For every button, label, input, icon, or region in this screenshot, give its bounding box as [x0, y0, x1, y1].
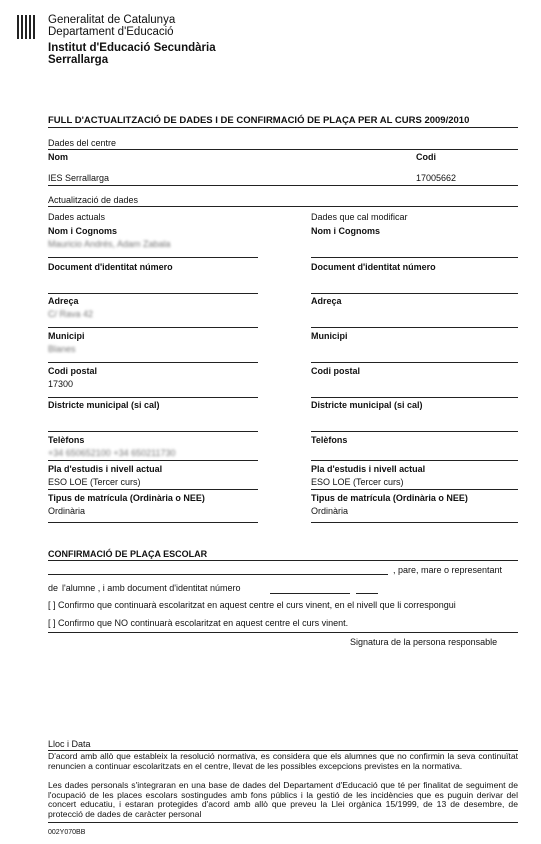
responsible-name-field[interactable] [48, 574, 388, 575]
school-name: Serrallarga [48, 54, 109, 66]
student-id-text: l'alumne , i amb document d'identitat número [62, 583, 241, 593]
form-title: FULL D'ACTUALITZACIÓ DE DADES I DE CONFIRMACIÓ DE PLAÇA PER AL CURS 2009/2010 [48, 115, 470, 126]
org-name: Generalitat de Catalunya [48, 14, 176, 26]
current-data-header: Dades actuals [48, 212, 106, 222]
student-prefix: de [48, 583, 59, 593]
confirm-continue-option[interactable]: [ ] Confirmo que continuarà escolaritzat en aquest centre el curs vinent, en el nivell que li correspongui [48, 600, 456, 610]
field-value-current: Mauricio Andrés, Adam Zabala [48, 239, 171, 249]
field-label-left: Municipi [48, 331, 85, 341]
field-value-current: C/ Rava 42 [48, 309, 94, 319]
centre-name-label: Nom [48, 152, 68, 162]
student-id-field[interactable] [270, 593, 350, 594]
field-underline [48, 431, 258, 432]
field-underline [48, 489, 258, 490]
field-label-right: Pla d'estudis i nivell actual [311, 464, 426, 474]
confirmation-title: CONFIRMACIÓ DE PLAÇA ESCOLAR [48, 549, 208, 559]
field-value-new[interactable]: ESO LOE (Tercer curs) [311, 477, 404, 487]
legal-paragraph-2: Les dades personals s'integraran en una base de dades del Departament d'Educació que té per finalitat de seguiment de l'ocupació de les places escolars sostingudes amb fons públics i la gestió de les incidències que es puguin derivar del concert educatiu, i estaran protegides d'acord amb allò que preveu la Llei orgànica 15/1999, de 13 de desembre, de protecció de dades de caràcter personal [48, 780, 518, 819]
field-underline [311, 257, 518, 258]
update-section-title: Actualització de dades [48, 195, 139, 205]
field-value-new[interactable]: Ordinària [311, 506, 349, 516]
field-label-left: Codi postal [48, 366, 97, 376]
changes-data-header: Dades que cal modificar [311, 212, 408, 222]
field-label-left: Telèfons [48, 435, 85, 445]
school-type: Institut d'Educació Secundària [48, 42, 216, 54]
field-underline [48, 362, 258, 363]
field-underline [48, 522, 258, 523]
guardian-text: , pare, mare o representant [393, 565, 503, 575]
field-value-current: 17300 [48, 379, 74, 389]
field-label-left: Adreça [48, 296, 79, 306]
centre-section-title: Dades del centre [48, 138, 117, 148]
field-underline [48, 460, 258, 461]
field-label-right: Codi postal [311, 366, 360, 376]
centre-code-value: 17005662 [416, 173, 457, 183]
field-label-right: Districte municipal (si cal) [311, 400, 423, 410]
centre-code-label: Codi [416, 152, 436, 162]
generalitat-logo-icon [17, 15, 37, 39]
field-underline [311, 460, 518, 461]
field-underline [311, 362, 518, 363]
field-label-right: Document d'identitat número [311, 262, 436, 272]
signature-label: Signatura de la persona responsable [350, 637, 498, 647]
field-value-current: ESO LOE (Tercer curs) [48, 477, 141, 487]
department-name: Departament d'Educació [48, 26, 174, 38]
field-label-right: Tipus de matrícula (Ordinària o NEE) [311, 493, 468, 503]
field-underline [48, 293, 258, 294]
field-label-right: Adreça [311, 296, 342, 306]
field-underline [48, 257, 258, 258]
legal-paragraph-1: D'acord amb allò que estableix la resolució normativa, es considera que els alumnes que no confirmin la seva continuïtat renuncien a continuar escolaritzats en el centre, llevat de les possibles excepcions previstes en la normativa. [48, 751, 518, 771]
field-label-right: Telèfons [311, 435, 348, 445]
field-underline [48, 397, 258, 398]
form-code: 002Y070BB [48, 829, 86, 836]
field-underline [311, 431, 518, 432]
field-label-left: Districte municipal (si cal) [48, 400, 160, 410]
field-value-current: +34 650652100 +34 650211730 [48, 448, 176, 458]
field-value-current: Ordinària [48, 506, 86, 516]
field-underline [311, 522, 518, 523]
centre-name-value: IES Serrallarga [48, 173, 110, 183]
field-label-left: Tipus de matrícula (Ordinària o NEE) [48, 493, 205, 503]
field-underline [311, 489, 518, 490]
field-value-current: Blanes [48, 344, 76, 354]
field-label-right: Nom i Cognoms [311, 226, 380, 236]
confirm-not-continue-option[interactable]: [ ] Confirmo que NO continuarà escolaritzat en aquest centre el curs vinent. [48, 618, 349, 628]
field-label-right: Municipi [311, 331, 348, 341]
field-label-left: Nom i Cognoms [48, 226, 117, 236]
place-date-label: Lloc i Data [48, 739, 91, 749]
field-label-left: Pla d'estudis i nivell actual [48, 464, 163, 474]
field-underline [311, 293, 518, 294]
field-underline [311, 327, 518, 328]
field-label-left: Document d'identitat número [48, 262, 173, 272]
field-underline [48, 327, 258, 328]
field-underline [311, 397, 518, 398]
